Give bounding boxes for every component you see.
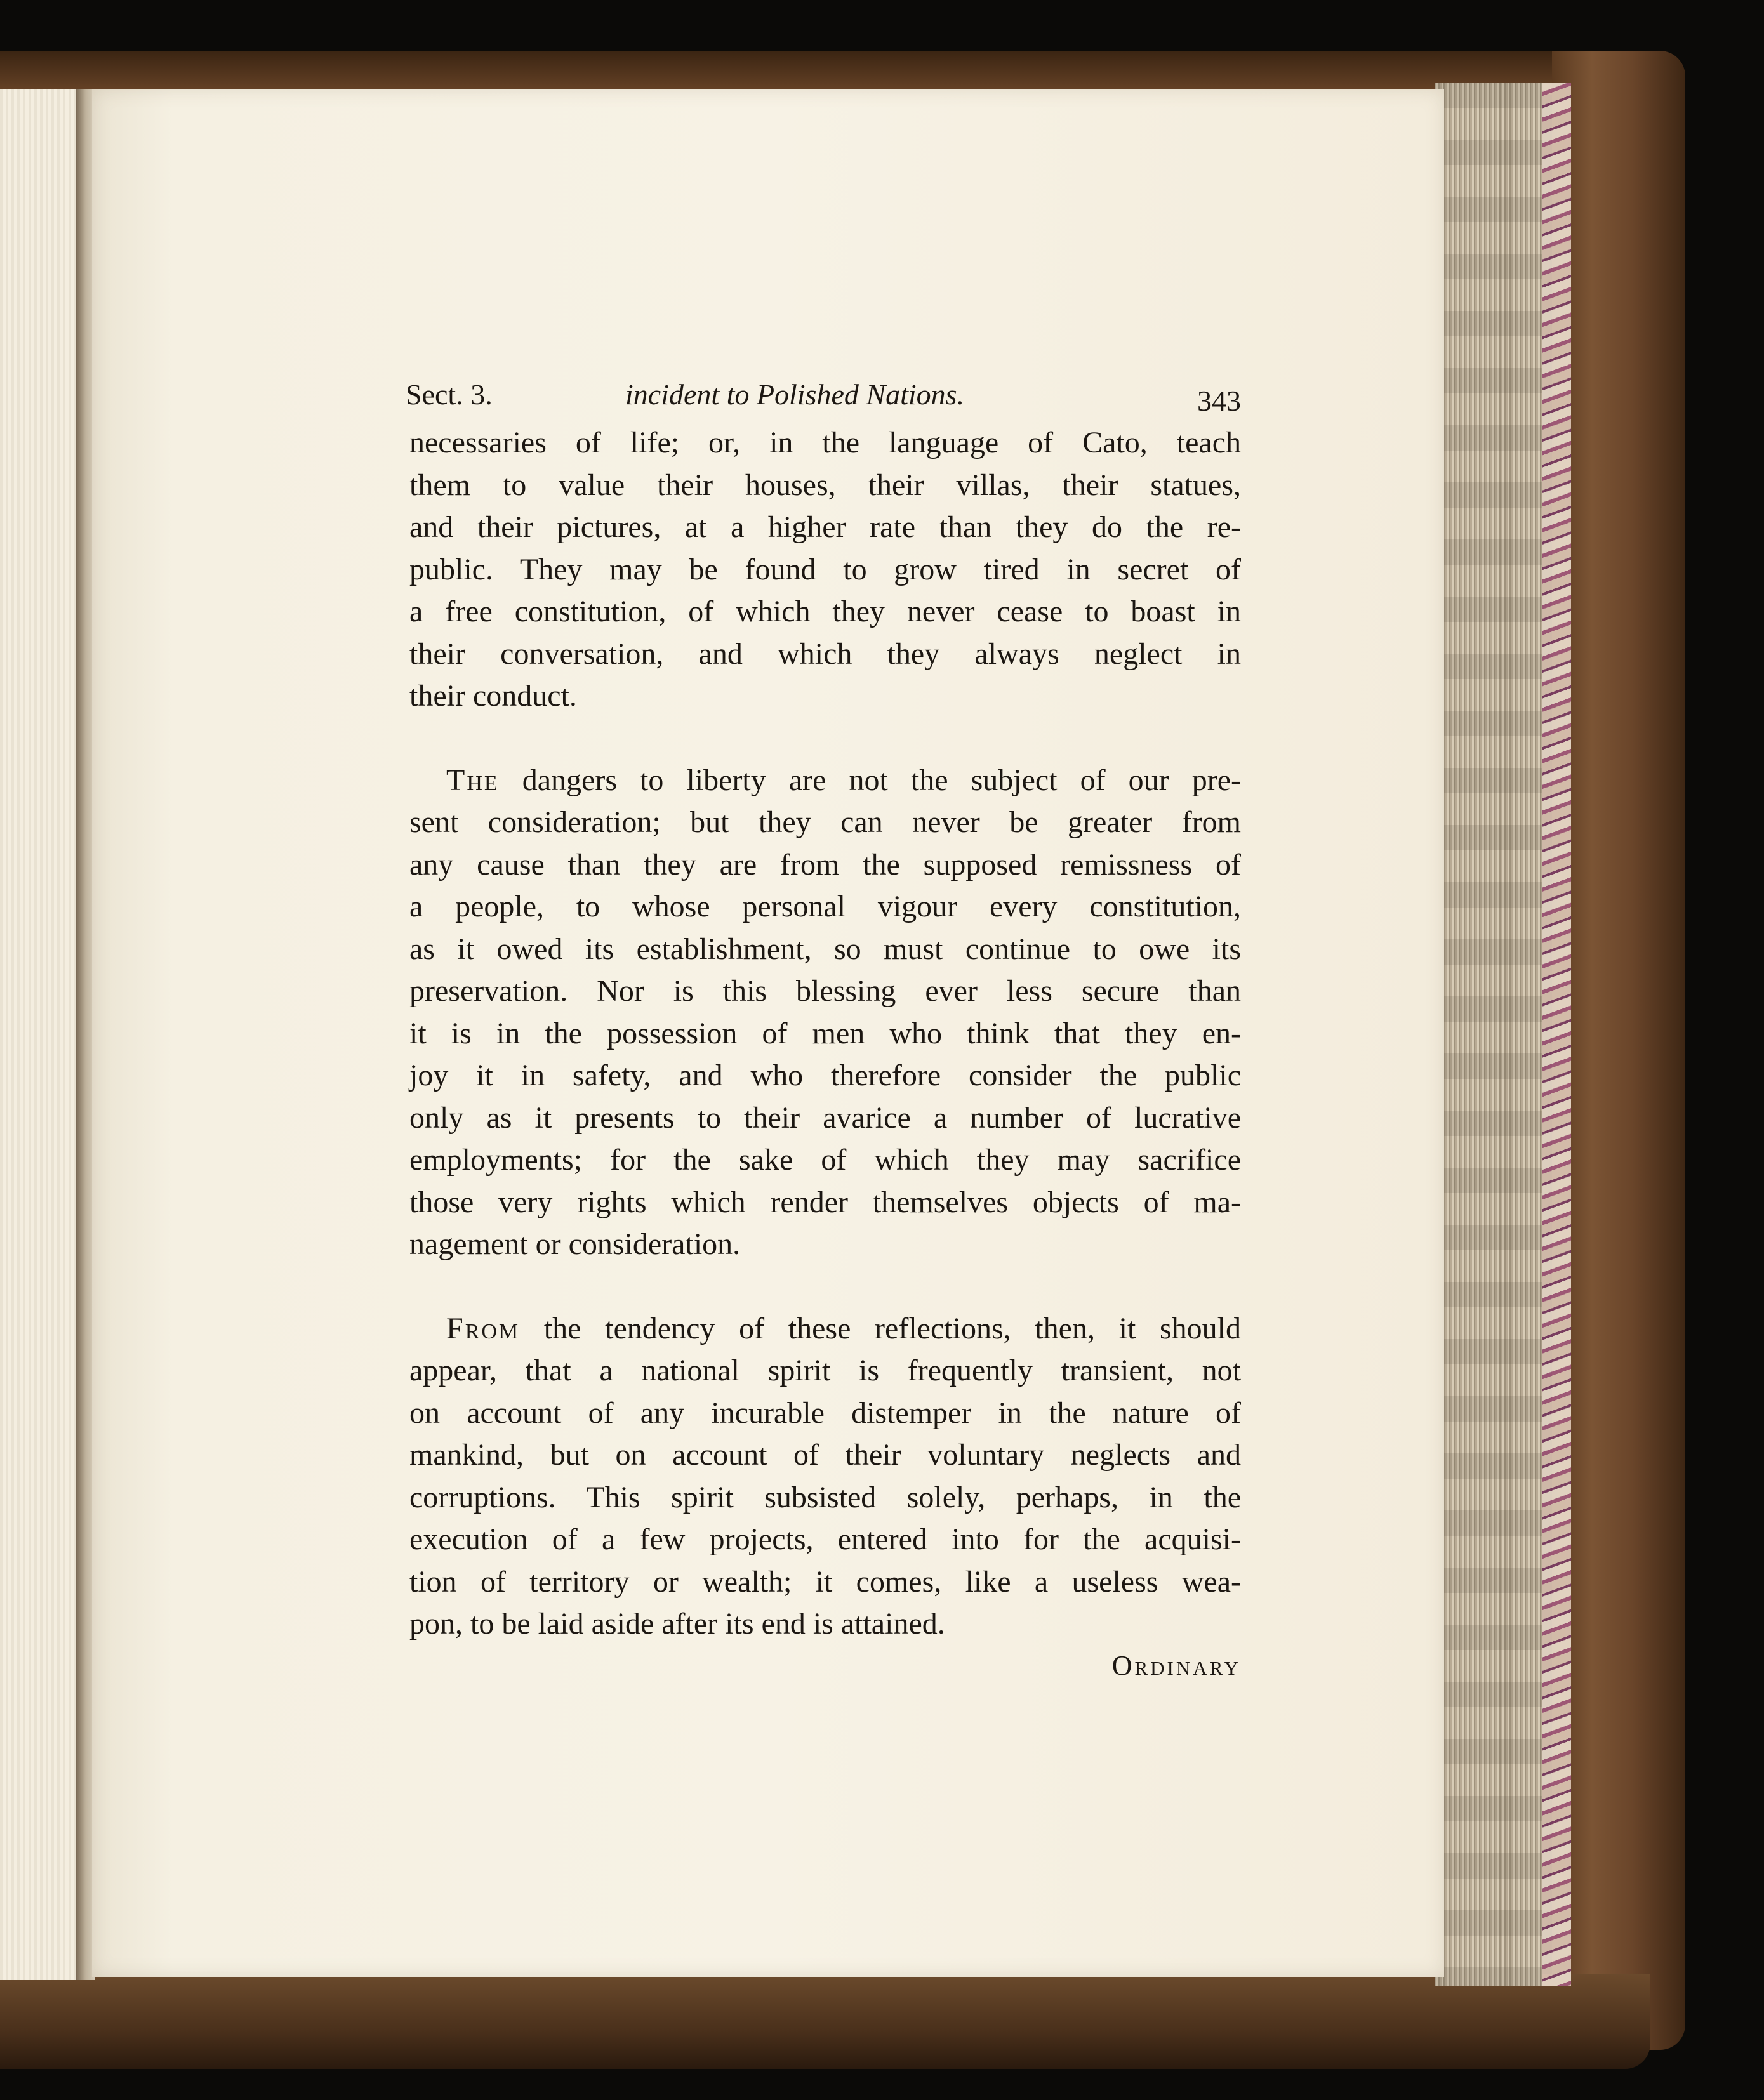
facing-page bbox=[0, 89, 83, 1980]
text-line: The dangers to liberty are not the subject of our pre- bbox=[446, 763, 1241, 797]
running-title: incident to Polished Nations. bbox=[625, 378, 965, 411]
text-line: on account of any incurable distemper in the nature of bbox=[409, 1396, 1241, 1430]
book-cover-right bbox=[1552, 51, 1685, 2050]
text-line: them to value their houses, their villas, their statues, bbox=[409, 468, 1241, 502]
paragraph-1 bbox=[409, 422, 1241, 718]
book-cover-bottom bbox=[0, 1974, 1650, 2069]
page-fore-edge bbox=[1435, 83, 1542, 1986]
text-line: execution of a few projects, entered into for the acquisi- bbox=[409, 1522, 1241, 1556]
section-label: Sect. 3. bbox=[406, 378, 493, 411]
text-line: preservation. Nor is this blessing ever less secure than bbox=[409, 974, 1241, 1008]
text-line: appear, that a national spirit is frequently transient, not bbox=[409, 1354, 1241, 1387]
text-line: necessaries of life; or, in the language of Cato, teach bbox=[409, 426, 1241, 459]
text-line: joy it in safety, and who therefore consider the public bbox=[409, 1059, 1241, 1092]
text-line: a free constitution, of which they never cease to boast in bbox=[409, 595, 1241, 628]
text-line: those very rights which render themselves objects of ma- bbox=[409, 1185, 1241, 1219]
text-line: sent consideration; but they can never be greater from bbox=[409, 805, 1241, 839]
paragraph-lead: The bbox=[446, 763, 500, 797]
book-page bbox=[92, 89, 1444, 1977]
text-line: public. They may be found to grow tired in secret of bbox=[409, 552, 1241, 586]
running-head bbox=[406, 378, 1241, 422]
page-number: 343 bbox=[1197, 385, 1241, 417]
text-line: only as it presents to their avarice a number of lucrative bbox=[409, 1100, 1241, 1135]
text-line: any cause than they are from the supposed remissness of bbox=[409, 847, 1241, 882]
paragraph-2 bbox=[409, 760, 1241, 1266]
catchword: Ordinary bbox=[1111, 1649, 1241, 1681]
paragraph-lead: From bbox=[446, 1311, 521, 1345]
text-line: From the tendency of these reflections, then, it should bbox=[446, 1311, 1241, 1345]
text-line: and their pictures, at a higher rate than they do the re- bbox=[409, 510, 1241, 544]
paragraph-3 bbox=[409, 1308, 1241, 1646]
text-line: a people, to whose personal vigour every constitution, bbox=[409, 890, 1241, 923]
text-line: mankind, but on account of their voluntary neglects and bbox=[409, 1438, 1241, 1472]
text-line: nagement or consideration. bbox=[409, 1227, 741, 1261]
text-line: employments; for the sake of which they may sacrifice bbox=[409, 1143, 1241, 1177]
text-line: as it owed its establishment, so must continue to owe its bbox=[409, 932, 1241, 966]
text-line: pon, to be laid aside after its end is attained. bbox=[409, 1607, 945, 1641]
text-line: it is in the possession of men who think that they en- bbox=[409, 1016, 1241, 1050]
text-line: their conduct. bbox=[409, 679, 577, 713]
text-line: corruptions. This spirit subsisted solely, perhaps, in the bbox=[409, 1480, 1241, 1514]
text-block bbox=[406, 378, 1241, 1682]
text-line: their conversation, and which they always neglect in bbox=[409, 637, 1241, 671]
marbled-endpaper bbox=[1542, 83, 1571, 1986]
text-line: tion of territory or wealth; it comes, like a useless wea- bbox=[409, 1564, 1241, 1599]
